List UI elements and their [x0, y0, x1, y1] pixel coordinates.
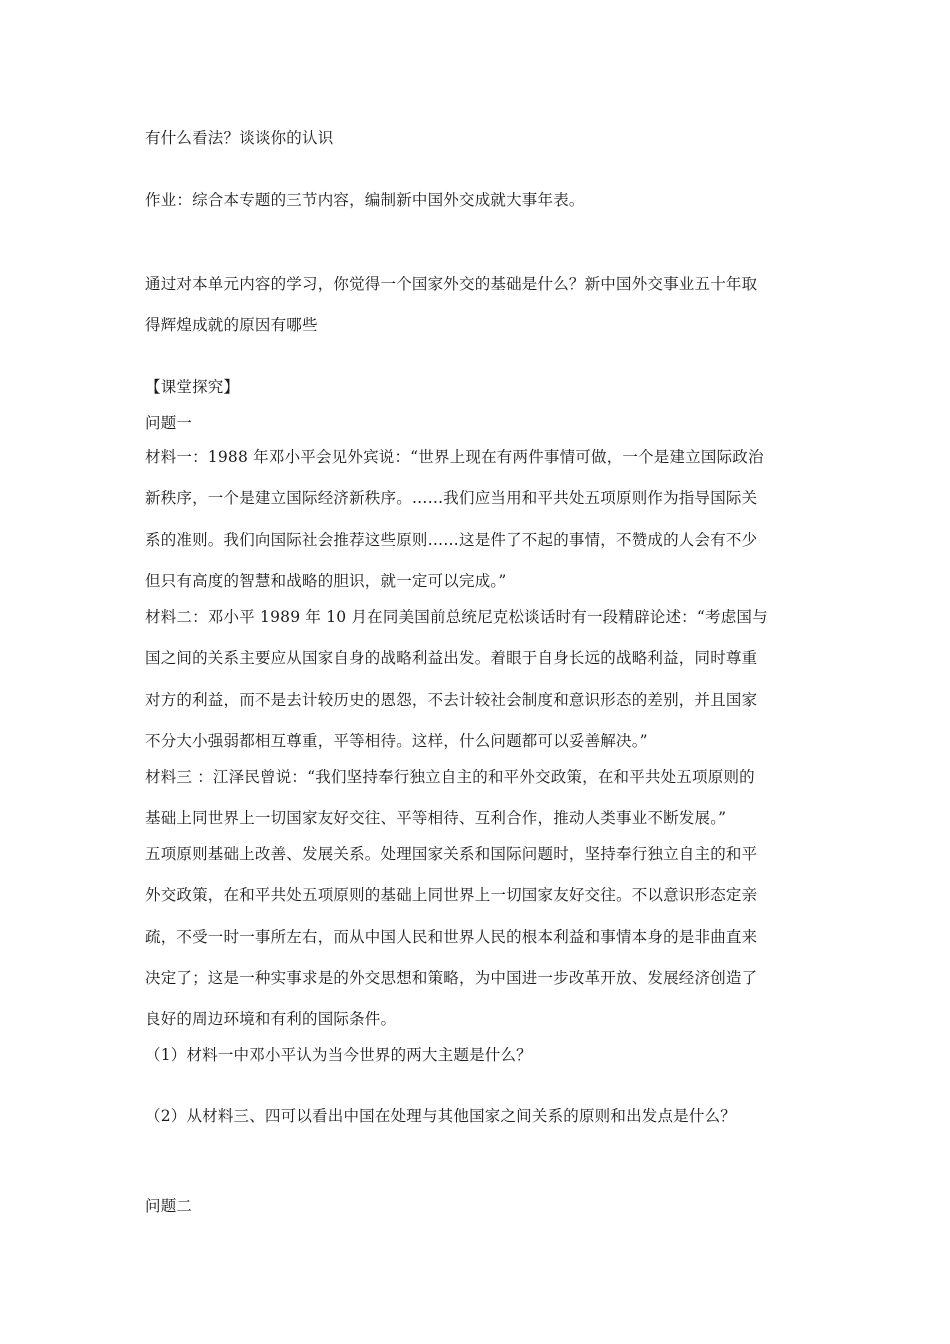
question-two-heading: 问题二	[145, 1197, 193, 1215]
text-line-unit-question: 通过对本单元内容的学习，你觉得一个国家外交的基础是什么？新中国外交事业五十年取	[145, 275, 758, 293]
analysis-line-1: 五项原则基础上改善、发展关系。处理国家关系和国际问题时，坚持奉行独立自主的和平	[145, 845, 758, 863]
text-line-reflection-prompt: 有什么看法？谈谈你的认识	[145, 129, 334, 147]
question-one-sub-1: （1）材料一中邓小平认为当今世界的两大主题是什么？	[145, 1046, 532, 1064]
material-three-line-1: 材料三 ：江泽民曾说：“我们坚持奉行独立自主的和平外交政策，在和平共处五项原则的	[145, 768, 755, 786]
analysis-line-2: 外交政策，在和平共处五项原则的基础上同世界上一切国家友好交往。不以意识形态定亲	[145, 886, 758, 904]
analysis-line-4: 决定了；这是一种实事求是的外交思想和策略，为中国进一步改革开放、发展经济创造了	[145, 969, 758, 987]
material-two-line-2: 国之间的关系主要应从国家自身的战略利益出发。着眼于自身长远的战略利益，同时尊重	[145, 649, 758, 667]
text-line-homework: 作业：综合本专题的三节内容，编制新中国外交成就大事年表。	[145, 191, 585, 209]
material-two-line-1: 材料二：邓小平 1989 年 10 月在同美国前总统尼克松谈话时有一段精辟论述：“考虑国与	[145, 608, 768, 626]
section-heading-classroom-inquiry: 【课堂探究】	[145, 378, 240, 396]
material-three-line-2: 基础上同世界上一切国家友好交往、平等相待、互利合作，推动人类事业不断发展。”	[145, 809, 727, 827]
material-one-line-1: 材料一：1988 年邓小平会见外宾说：“世界上现在有两件事情可做，一个是建立国际政治	[145, 448, 764, 466]
question-one-heading: 问题一	[145, 414, 193, 432]
material-two-line-4: 不分大小强弱都相互尊重，平等相待。这样，什么问题都可以妥善解决。”	[145, 732, 648, 750]
question-one-sub-2: （2）从材料三、四可以看出中国在处理与其他国家之间关系的原则和出发点是什么？	[145, 1107, 736, 1125]
analysis-line-5: 良好的周边环境和有利的国际条件。	[145, 1010, 397, 1028]
material-two-line-3: 对方的利益，而不是去计较历史的恩怨，不去计较社会制度和意识形态的差别，并且国家	[145, 691, 758, 709]
material-one-line-2: 新秩序，一个是建立国际经济新秩序。……我们应当用和平共处五项原则作为指导国际关	[145, 489, 758, 507]
material-one-line-3: 系的准则。我们向国际社会推荐这些原则……这是件了不起的事情，不赞成的人会有不少	[145, 531, 758, 549]
text-line-unit-question-cont: 得辉煌成就的原因有哪些	[145, 316, 318, 334]
material-one-line-4: 但只有高度的智慧和战略的胆识，就一定可以完成。”	[145, 572, 507, 590]
analysis-line-3: 疏，不受一时一事所左右，而从中国人民和世界人民的根本利益和事情本身的是非曲直来	[145, 928, 758, 946]
